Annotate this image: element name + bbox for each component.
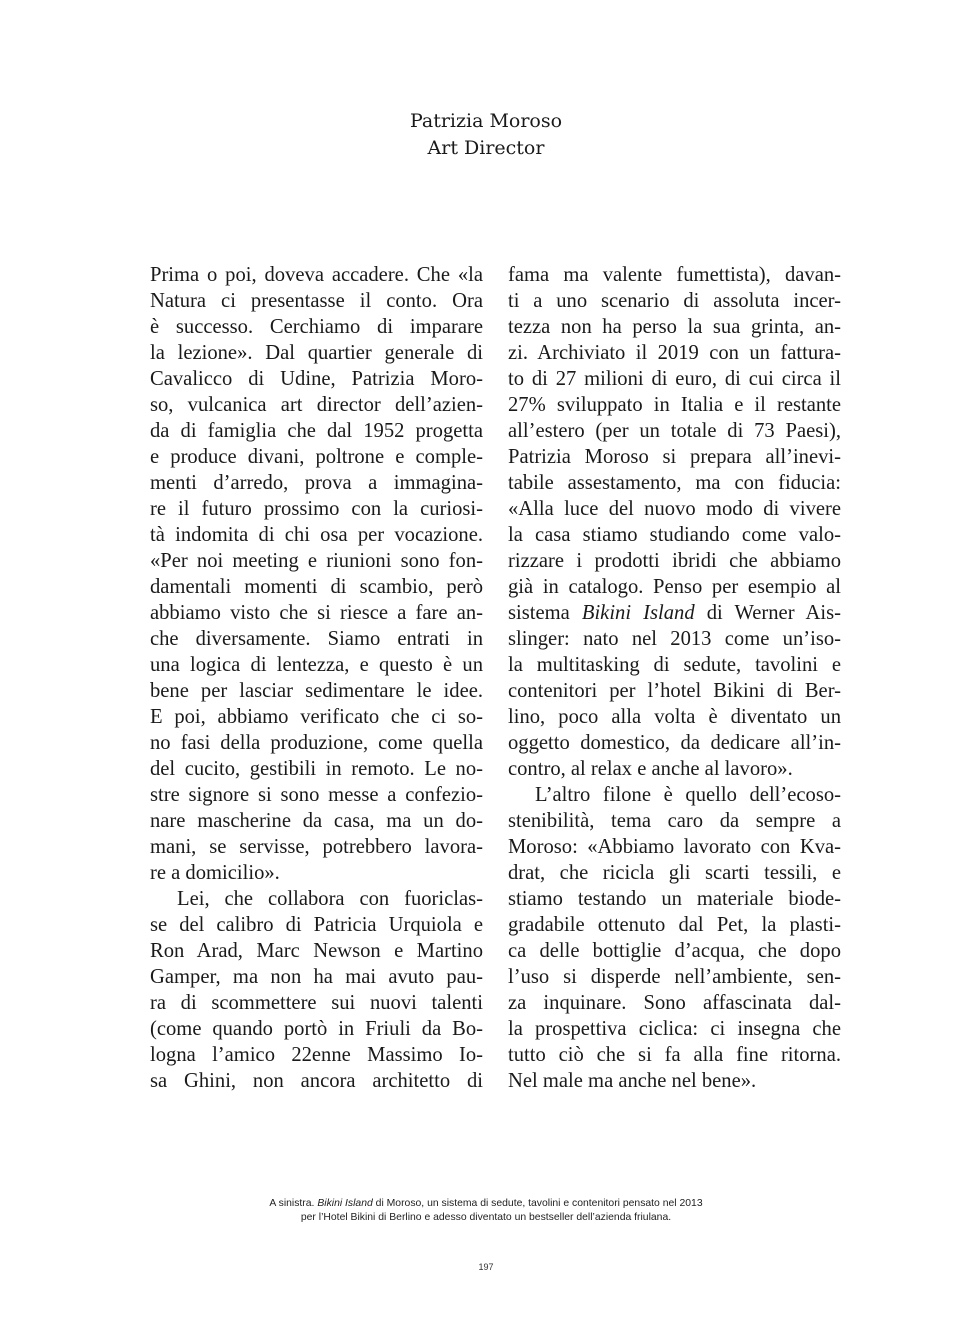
text-line: stiamo testando un materiale biode- [508,888,841,910]
text-line: sa Ghini, non ancora architetto di [150,1070,483,1092]
text-line: oggetto domestico, da dedicare all’in- [508,732,841,754]
text-line: gradabile ottenuto dal Pet, la plasti- [508,914,841,936]
text-line: slinger: nato nel 2013 come un’iso- [508,628,841,650]
text-line: la casa stiamo studiando come valo- [508,524,841,546]
text-line: Cavalicco di Udine, Patrizia Moro- [150,368,483,390]
text-line: l’uso si disperde nell’ambiente, sen- [508,966,841,988]
text-line: bene per lasciar sedimentare le idee. [150,680,483,702]
text-line: tabile assestamento, ma con fiducia: [508,472,841,494]
text-line: fama ma valente fumettista), davan- [508,264,841,286]
image-caption [0,1197,972,1225]
author-name: Patrizia Moroso [409,110,563,132]
text-line: E poi, abbiamo verificato che ci so- [150,706,483,728]
text-line: Prima o poi, doveva accadere. Che «la [150,264,483,286]
text-line: Patrizia Moroso si prepara all’inevi- [508,446,841,468]
text-line: Moroso: «Abbiamo lavorato con Kva- [508,836,841,858]
body-column-left [150,262,483,1094]
caption-line-1 [0,1197,972,1211]
text-line: rizzare i prodotti ibridi che abbiamo [508,550,841,572]
article-header [0,108,972,162]
text-line: za inquinare. Sono affascinata dal- [508,992,841,1014]
text-line: stenibilità, tema caro da sempre a [508,810,841,832]
text-line: Natura ci presentasse il conto. Ora [150,290,483,312]
text-line: se del calibro di Patricia Urquiola e [150,914,483,936]
text-line: ra di scommettere sui nuovi talenti [150,992,483,1014]
text-line: tutto ciò che si fa alla fine ritorna. [508,1044,841,1066]
text-line: mani, se servisse, potrebbero lavora- [150,836,483,858]
text-line: Gamper, ma non ha mai avuto pau- [150,966,483,988]
text-line: nare mascherine da casa, ma un do- [150,810,483,832]
text-line: tà indomita di chi osa per vocazione. [150,524,483,546]
italic-title: Bikini Island [581,602,695,624]
body-column-right [508,262,841,1094]
text-line: re il futuro prossimo con la curiosi- [150,498,483,520]
text-line: menti d’arredo, prova a immagina- [150,472,483,494]
text-line: contenitori per l’hotel Bikini di Ber- [508,680,841,702]
text-line: logna l’amico 22enne Massimo Io- [150,1044,483,1066]
text-line: L’altro filone è quello dell’ecoso- [535,784,841,806]
text-line: la lezione». Dal quartier generale di [150,342,483,364]
text-line: è successo. Cerchiamo di imparare [150,316,483,338]
text-line: ca delle bottiglie d’acqua, che dopo [508,940,841,962]
text-line: contro, al relax e anche al lavoro». [508,758,793,780]
text-line: che diversamente. Siamo entrati in [150,628,483,650]
text-line: damentali momenti di scambio, però [150,576,483,598]
text-line: «Alla luce del nuovo modo di vivere [508,498,841,520]
text-line: Ron Arad, Marc Newson e Martino [150,940,483,962]
author-role: Art Director [427,137,545,159]
text-line: una logica di lentezza, e questo è un [150,654,483,676]
text-line: e produce divani, poltrone e comple- [150,446,483,468]
text-line: 27% sviluppato in Italia e il restante [508,394,841,416]
text-line: Lei, che collabora con fuoriclas- [177,888,483,910]
caption-suffix: di Moroso, un sistema di sedute, tavolini e contenitori pensato nel 2013 [372,1198,703,1209]
text-line: sistema Bikini Island di Werner Ais- [508,602,841,624]
text-line: (come quando portò in Friuli da Bo- [150,1018,483,1040]
page-number: 197 [478,1262,494,1272]
text-line: del cucito, gestibili in remoto. Le no- [150,758,483,780]
text-line: stre signore si sono messe a confezio- [150,784,483,806]
text-line: Nel male ma anche nel bene». [508,1070,757,1092]
text-line: tezza non ha perso la sua grinta, an- [508,316,841,338]
caption-line-2: per l’Hotel Bikini di Berlino e adesso diventato un bestseller dell’azienda friulana. [300,1212,672,1223]
caption-product-name: Bikini Island [317,1198,373,1209]
text-line: da di famiglia che dal 1952 progetta [150,420,483,442]
text-line: la multitasking di sedute, tavolini e [508,654,841,676]
text-line: so, vulcanica art director dell’azien- [150,394,483,416]
text-line: «Per noi meeting e riunioni sono fon- [150,550,483,572]
text-line: lino, poco alla volta è diventato un [508,706,841,728]
text-line: ti a uno scenario di assoluta incer- [508,290,841,312]
text-line: la prospettiva ciclica: ci insegna che [508,1018,841,1040]
text-line: all’estero (per un totale di 73 Paesi), [508,420,841,442]
text-line: re a domicilio». [150,862,280,884]
text-line: zi. Archiviato il 2019 con un fattura- [508,342,841,364]
text-line: drat, che ricicla gli scarti tessili, e [508,862,841,884]
text-line: già in catalogo. Penso per esempio al [508,576,841,598]
text-line: to di 27 milioni di euro, di cui circa il [508,368,841,390]
text-line: no fasi della produzione, come quella [150,732,483,754]
caption-prefix: A sinistra. [269,1198,318,1209]
text-line: abbiamo visto che si riesce a fare an- [150,602,483,624]
